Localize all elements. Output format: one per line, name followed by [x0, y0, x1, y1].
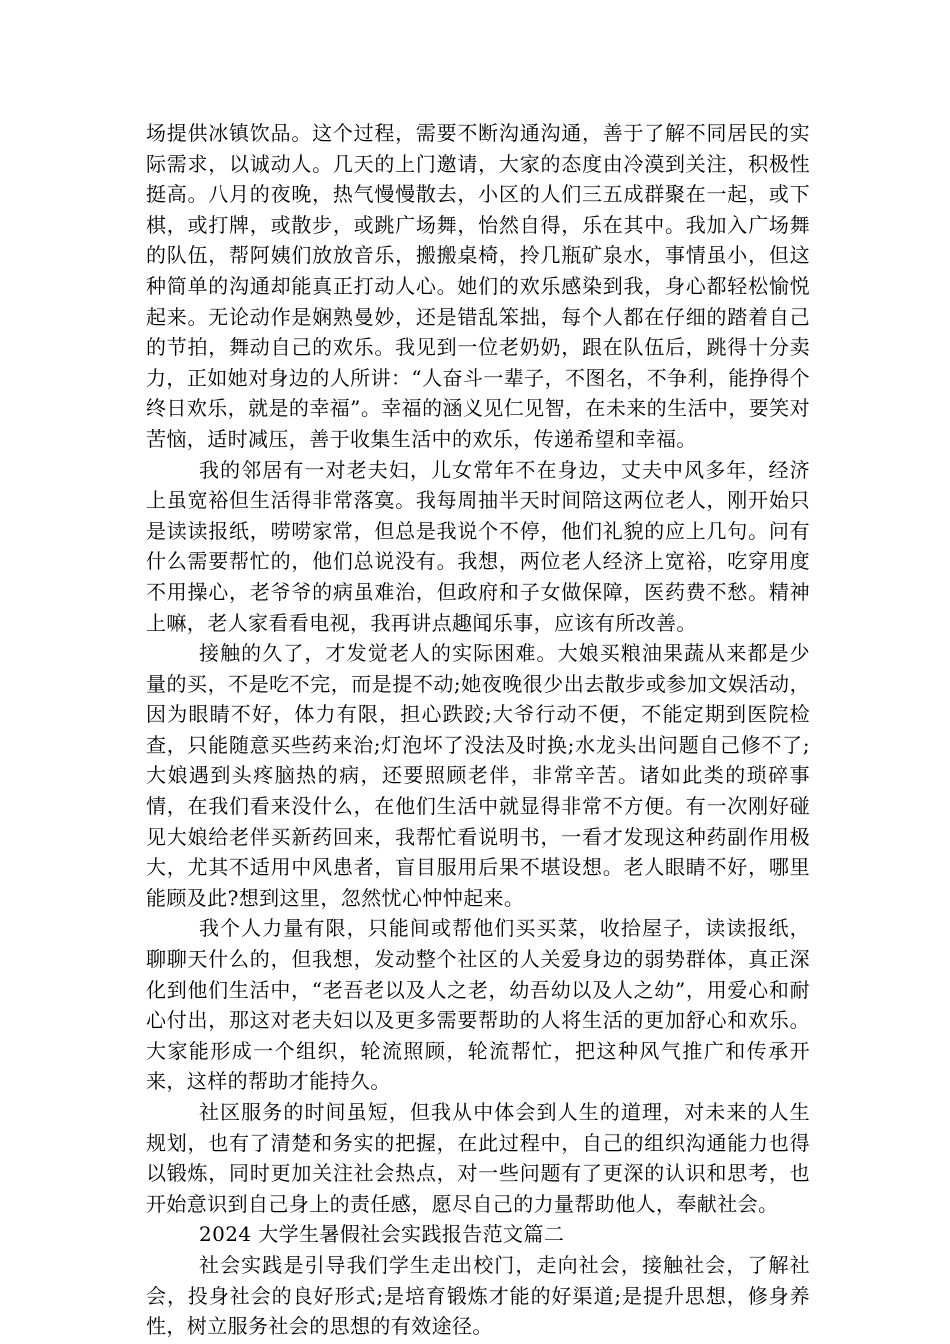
paragraph-1: 场提供冰镇饮品。这个过程，需要不断沟通沟通，善于了解不同居民的实际需求，以诚动人。几天的上门邀请，大家的态度由冷漠到关注，积极性挺高。八月的夜晚，热气慢慢散去，小区的人们三五成群聚在一起，或下棋，或打牌，或散步，或跳广场舞，怡然自得，乐在其中。我加入广场舞的队伍，帮阿姨们放放音乐，搬搬桌椅，拎几瓶矿泉水，事情虽小，但这种简单的沟通却能真正打动人心。她们的欢乐感染到我，身心都轻松愉悦起来。无论动作是娴熟曼妙，还是错乱笨拙，每个人都在仔细的踏着自己的节拍，舞动自己的欢乐。我见到一位老奶奶，跟在队伍后，跳得十分卖力，正如她对身边的人所讲：“人奋斗一辈子，不图名，不争利，能挣得个终日欢乐，就是的幸福”。幸福的涵义见仁见智，在未来的生活中，要笑对苦恼，适时减压，善于收集生活中的欢乐，传递希望和幸福。 — [146, 121, 810, 451]
paragraph-4: 我个人力量有限，只能间或帮他们买买菜，收拾屋子，读读报纸，聊聊天什么的，但我想，发动整个社区的人关爱身边的弱势群体，真正深化到他们生活中，“老吾老以及人之老，幼吾幼以及人之幼”，用爱心和耐心付出，那这对老夫妇以及更多需要帮助的人将生活的更加舒心和欢乐。大家能形成一个组织，轮流照顾，轮流帮忙，把这种风气推广和传承开来，这样的帮助才能持久。 — [146, 916, 810, 1094]
paragraph-6: 社会实践是引导我们学生走出校门，走向社会，接触社会，了解社会，投身社会的良好形式;是培育锻炼才能的好渠道;是提升思想，修身养性，树立服务社会的思想的有效途径。 — [146, 1252, 810, 1339]
paragraph-3: 接触的久了，才发觉老人的实际困难。大娘买粮油果蔬从来都是少量的买，不是吃不完，而是提不动;她夜晚很少出去散步或参加文娱活动，因为眼睛不好，体力有限，担心跌跤;大爷行动不便，不能定期到医院检查，只能随意买些药来治;灯泡坏了没法及时换;水龙头出问题自己修不了;大娘遇到头疼脑热的病，还要照顾老伴，非常辛苦。诸如此类的琐碎事情，在我们看来没什么，在他们生活中就显得非常不方便。有一次刚好碰见大娘给老伴买新药回来，我帮忙看说明书，一看才发现这种药副作用极大，尤其不适用中风患者，盲目服用后果不堪设想。老人眼睛不好，哪里能顾及此?想到这里，忽然忧心忡忡起来。 — [146, 641, 810, 910]
paragraph-2: 我的邻居有一对老夫妇，儿女常年不在身边，丈夫中风多年，经济上虽宽裕但生活得非常落寞。我每周抽半天时间陪这两位老人，刚开始只是读读报纸，唠唠家常，但总是我说个不停，他们礼貌的应上几句。问有什么需要帮忙的，他们总说没有。我想，两位老人经济上宽裕，吃穿用度不用操心，老爷爷的病虽难治，但政府和子女做保障，医药费不愁。精神上嘛，老人家看看电视，我再讲点趣闻乐事，应该有所改善。 — [146, 457, 810, 635]
document-page — [146, 118, 810, 1342]
section-title: 2024 大学生暑假社会实践报告范文篇二 — [199, 1222, 565, 1247]
paragraph-5: 社区服务的时间虽短，但我从中体会到人生的道理，对未来的人生规划，也有了清楚和务实的把握，在此过程中，自己的组织沟通能力也得以锻炼，同时更加关注社会热点，对一些问题有了更深的认识和思考，也开始意识到自己身上的责任感，愿尽自己的力量帮助他人，奉献社会。 — [146, 1100, 810, 1216]
